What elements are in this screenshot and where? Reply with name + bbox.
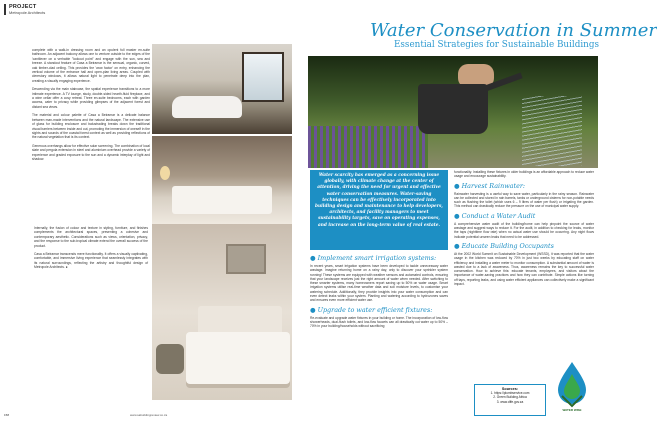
source-item[interactable]: 3. www.dffe.gov.za bbox=[496, 399, 524, 404]
header-subtitle: Metropole Architects bbox=[9, 10, 46, 15]
article-paragraph: Descending via the main staircase, the spatial experience transitions to a more intimate experience. A TV lounge, study, double-sided hearth-fluid fireplace, and a wine cellar offer a cosy retreat. Three en-suite bedrooms, each with garden access, cater to privacy while providing glimpses of the adjacent forest and distant sea views. bbox=[32, 87, 150, 109]
section-heading: ● Upgrade to water efficient fixtures: bbox=[310, 305, 433, 314]
watering-can-icon bbox=[418, 84, 488, 134]
footer-url[interactable]: www.sabuildingreview.co.za bbox=[130, 413, 168, 417]
section-text: functionality. Installing these fixtures in older buildings is an affordable approach to reduce water usage and encourage sustainability. bbox=[454, 170, 594, 179]
article-paragraph: The material and colour palette of Casa a Beiramar is a delicate balance between man-made interventions and the natural landscape. The extensive use of glass for building enclosure and balustrading breaks down the traditional visual barriers between inside and out, promoting the immersion of oneself in the sights and sounds of the coastal forest context as well as providing reflections of the natural vegetation that is its context. bbox=[32, 113, 150, 140]
bed-shape bbox=[172, 186, 272, 214]
article-title: Water Conservation in Summer bbox=[370, 20, 657, 41]
section-heading: ● Implement smart irrigation systems: bbox=[310, 254, 437, 262]
right-page bbox=[300, 0, 657, 424]
sources-box bbox=[474, 384, 546, 416]
bullet-icon: ● bbox=[310, 254, 316, 262]
logo-text: WATER WISE bbox=[562, 408, 582, 412]
bathtub-shape bbox=[172, 96, 242, 118]
watering-can-photo bbox=[308, 56, 598, 168]
left-page bbox=[0, 0, 296, 424]
bullet-icon: ● bbox=[454, 241, 460, 250]
bullet-icon: ● bbox=[310, 305, 316, 314]
bathroom-photo bbox=[152, 44, 292, 134]
left-article-column-2 bbox=[32, 224, 150, 400]
page-header bbox=[4, 4, 45, 15]
bedroom-photo-bottom bbox=[152, 224, 292, 400]
header-title: PROJECT bbox=[9, 4, 37, 10]
source-item[interactable]: 1. https://plumbservice.com bbox=[490, 391, 530, 396]
sources-heading: Sources: bbox=[501, 387, 519, 391]
right-column-1 bbox=[310, 252, 448, 332]
lamp-shape bbox=[160, 166, 170, 180]
wall-art-shape bbox=[226, 244, 266, 274]
section-text: In recent years, smart irrigation systems have been developed to tackle unnecessary water wastage. Imagine returning home on a rainy day, only to discover your sprinkler system running! These systems are equipped with weather sensors and automated controls, ensuring that your landscape receives just the right amount of water when needed. After switching to these smarter systems, many homeowners report saving up to 50% on water usage. Smart irrigation systems utilise real-time weather data and soil moisture levels, to customise your watering schedule. Additionally, they provide insights into your water consumption and can even detect leaks within your system. Planting and watering according to hydrozones saves and ensures even more efficient water use. bbox=[310, 264, 448, 303]
section-heading: ● Conduct a Water Audit bbox=[454, 211, 536, 220]
section-text: At the 2002 World Summit on Sustainable Development (WSSD), it was reported that the water usage in the kitchen was reduced by 70% in just two weeks by educating staff on water efficiency and installing a water meter to monitor consumption. A substantial amount of water is wasted due to a lack of awareness. Thus, awareness remains the key to successful water conservation. How to achieve this: educate tenants, employees, and visitors about the importance of water-saving practices and how they can contribute. Simple actions like turning off taps, reporting leaks, and using water efficient appliances can collectively make a significant impact. bbox=[454, 251, 594, 287]
page-number: 158 bbox=[4, 413, 10, 417]
bed-shape bbox=[186, 332, 290, 384]
section-text: Rainwater harvesting is a useful way to save water, particularly in the rainy season. Rainwater can be collected and stored in rain barrels, tanks or underground cisterns for non-potable needs such as flushing the toilet (which uses 6 – 9 litres of water per flush) or irrigating the garden. This method can drastically reduce the pressure on the use of municipal water supply. bbox=[454, 191, 594, 209]
intro-callout: Water scarcity has emerged as a concerning issue globally, with climate change at the center of attention, driving the need for urgent and effective water conservation measures. Water-saving techniques can be effectively incorporated into building design and maintenance to help developers, architects, and facility managers to meet sustainability targets, save on operating expenses, and increase on the long-term value of real estate. bbox=[310, 170, 448, 250]
section-text: A comprehensive water audit of the building/home can help pinpoint the source of water wastage and suggest ways to reduce it. For the audit, in addition to checking for leaks, monitor the taps (nighttime flow rate) when no actual water use should be occurring. Any night flows indicate potential unseen leaks that need to be addressed. bbox=[454, 221, 594, 239]
window-shape bbox=[242, 52, 284, 102]
water-drops bbox=[522, 96, 582, 166]
left-article-column bbox=[32, 48, 150, 165]
bullet-icon: ● bbox=[454, 181, 460, 190]
lavender-plants bbox=[308, 126, 428, 168]
section-heading: ● Harvest Rainwater: bbox=[454, 181, 526, 190]
armchair-shape bbox=[156, 344, 184, 374]
article-paragraph: Internally, the fusion of colour and texture in styling, furniture, and finishes complements the architectural spaces, presenting a cohesive and contemporary aesthetic. Considerations such as views, orientation, privacy, and the response to the sub-tropical climate extend the overall success of the product. bbox=[34, 226, 148, 248]
water-wise-logo-icon bbox=[550, 360, 594, 408]
article-paragraph: complete with a walk-in dressing room and an opulent full master en-suite bathroom. An adjacent balcony allows one to venture outside to the edges of the 'cantilever on a verhable "lookout point" and engage with the sun, sea and breeze. A standout feature of Casa a Beiramar is the sensual, organic, curved, oak timber-clad ceiling. This provides the 'wow factor' on entry, enhancing the vertical volume of the entrance hall and open-plan living areas. Coupled with clerestory windows, it allows natural light to penetrate deep into the plan, creating a visually engaging experience. bbox=[32, 48, 150, 83]
bedroom-photo-top bbox=[152, 136, 292, 224]
source-item: 2. Green Building Africa bbox=[493, 395, 527, 400]
section-heading: ● Educate Building Occupants bbox=[454, 241, 554, 250]
section-text: Re-evaluate and upgrade water fixtures in your building or home. The incorporation of low-flow showerheads, dual-flush toilets, and low-flow faucets can all drastically cut water up to 50% – 70% in your building/households without sacrificing bbox=[310, 315, 448, 329]
article-subtitle: Essential Strategies for Sustainable Buildings bbox=[394, 40, 599, 50]
article-paragraph: Casa a Beiramar transcends mere functionality. It offers a visually captivating, comfortable, and immersive living experience that seamlessly integrates with its natural surroundings, reflecting the artistry and thoughtful design of Metropole Architects. ● bbox=[34, 252, 148, 270]
article-paragraph: Generous overhangs allow for effective solar screening. The combination of local slate and pergola extension in steel and aluminium overhead provide a variety of experience and graded exposure to the sun and a dynamic interplay of light and shadow. bbox=[32, 143, 150, 161]
bullet-icon: ● bbox=[454, 211, 460, 220]
right-column-2 bbox=[454, 170, 594, 289]
